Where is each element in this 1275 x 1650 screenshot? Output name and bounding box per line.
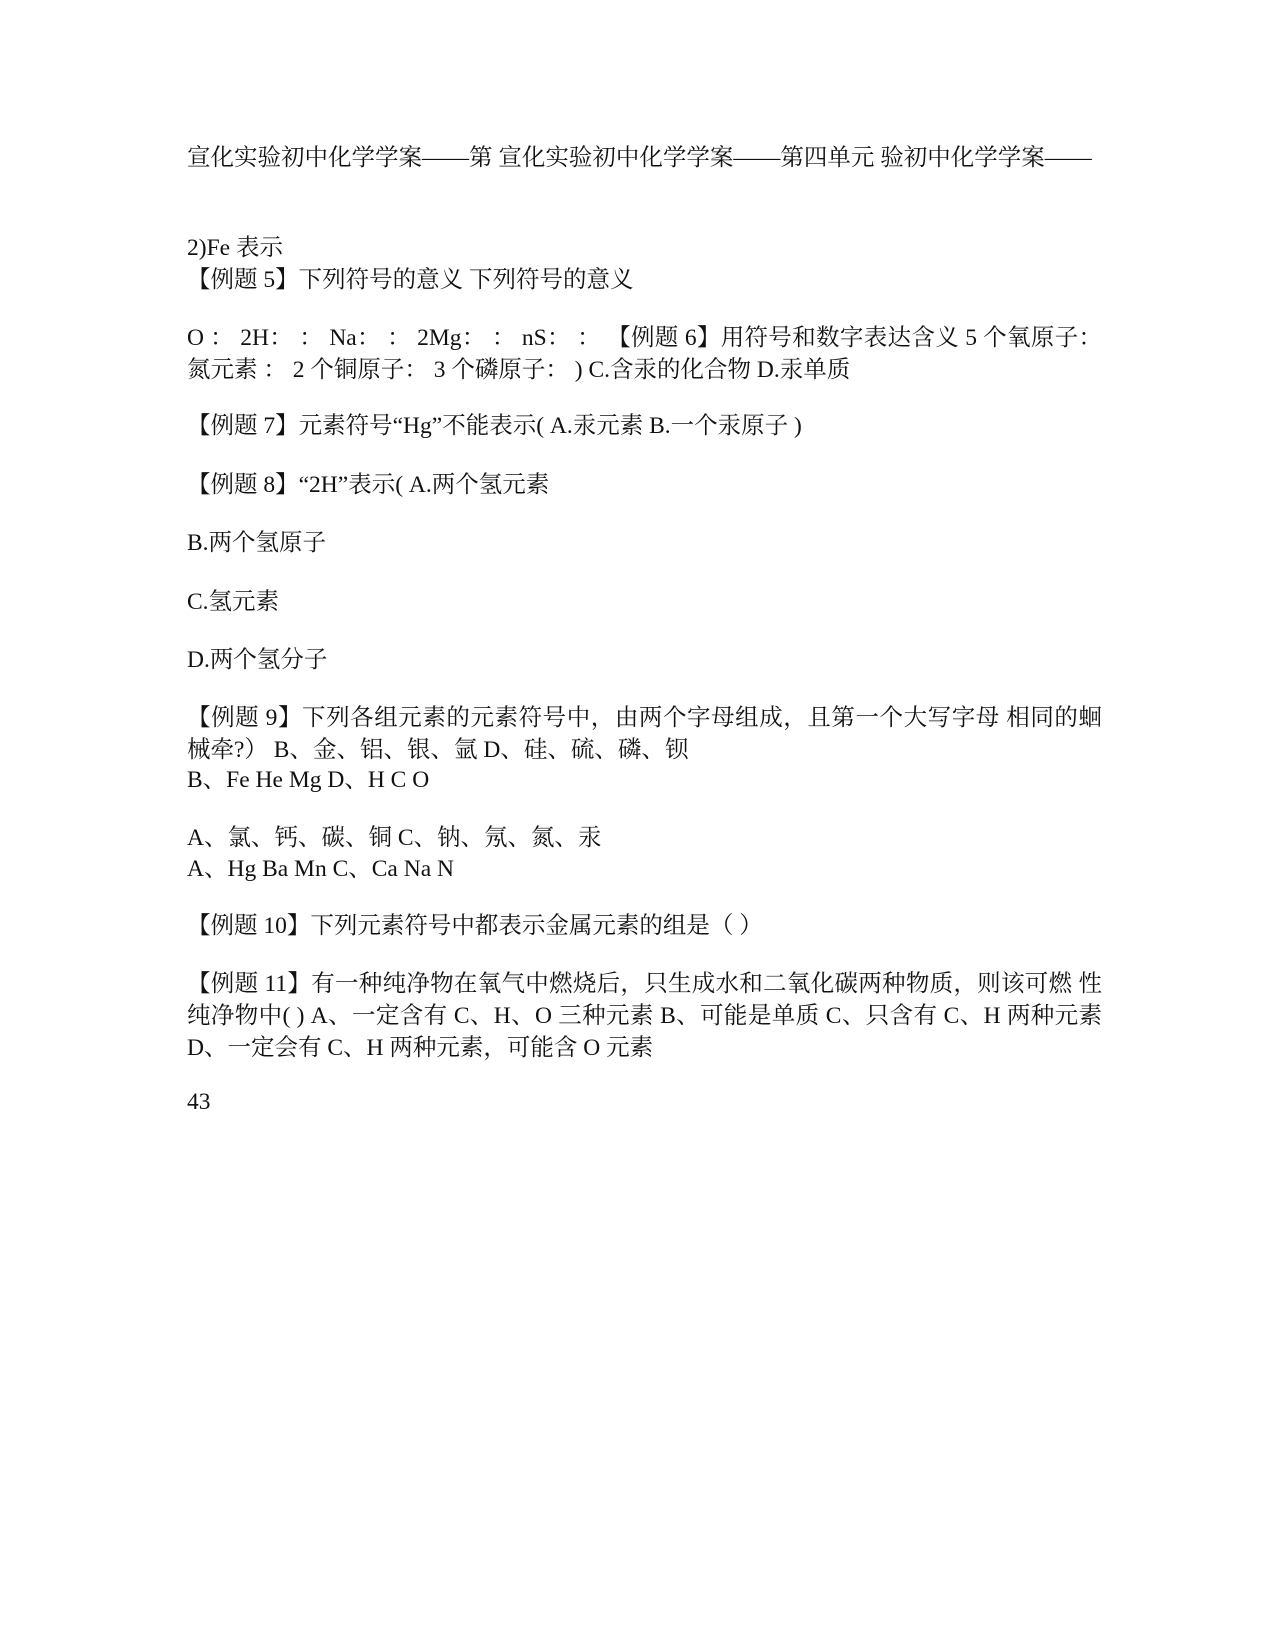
fe-meaning-line: 2)Fe 表示 — [187, 235, 283, 261]
example-8-option-d: D.两个氢分子 — [187, 647, 328, 673]
header-text: 宣化实验初中化学学案——第 宣化实验初中化学学案——第四单元 验初中化学学案—— — [187, 145, 1092, 171]
example-9-block: 【例题 9】下列各组元素的元素符号中，由两个字母组成，且第一个大写字母 相同的蛔械牵?） B、金、铝、银、氩 D、硅、硫、磷、钡 — [187, 705, 1102, 763]
example-8: 【例题 8】“2H”表示( A.两个氢元素 — [187, 472, 550, 498]
example-9-line-3: A、氯、钙、碳、铜 C、钠、氖、氮、汞 — [187, 825, 602, 851]
example-11-block: 【例题 11】有一种纯净物在氧气中燃烧后，只生成水和二氧化碳两种物质，则该可燃 性纯净物中( ) A、一定含有 C、H、O 三种元素 B、可能是单质 C、只含有 C、H 两种元素 D、一定会有 C、H 两种元素，可能含 O 元素 — [187, 971, 1102, 1061]
example-9-line-2: B、Fe He Mg D、H C O — [187, 767, 430, 793]
page-number: 43 — [187, 1089, 211, 1115]
example-8-option-b: B.两个氢原子 — [187, 530, 327, 556]
example-8-option-c: C.氢元素 — [187, 589, 280, 615]
example-5: 【例题 5】下列符号的意义 下列符号的意义 — [187, 267, 634, 293]
example-9-line-4: A、Hg Ba Mn C、Ca Na N — [187, 856, 454, 882]
example-6-block: O ： 2H： ： Na： ： 2Mg： ： nS： ： 【例题 6】用符号和数字表达含义 5 个氧原子： 氮元素 ： 2 个铜原子： 3 个磷原子： ) C.含汞的化合物 D.汞单质 — [187, 325, 1102, 383]
example-7: 【例题 7】元素符号“Hg”不能表示( A.汞元素 B.一个汞原子 ) — [187, 413, 802, 439]
example-10: 【例题 10】下列元素符号中都表示金属元素的组是（ ） — [187, 913, 763, 939]
